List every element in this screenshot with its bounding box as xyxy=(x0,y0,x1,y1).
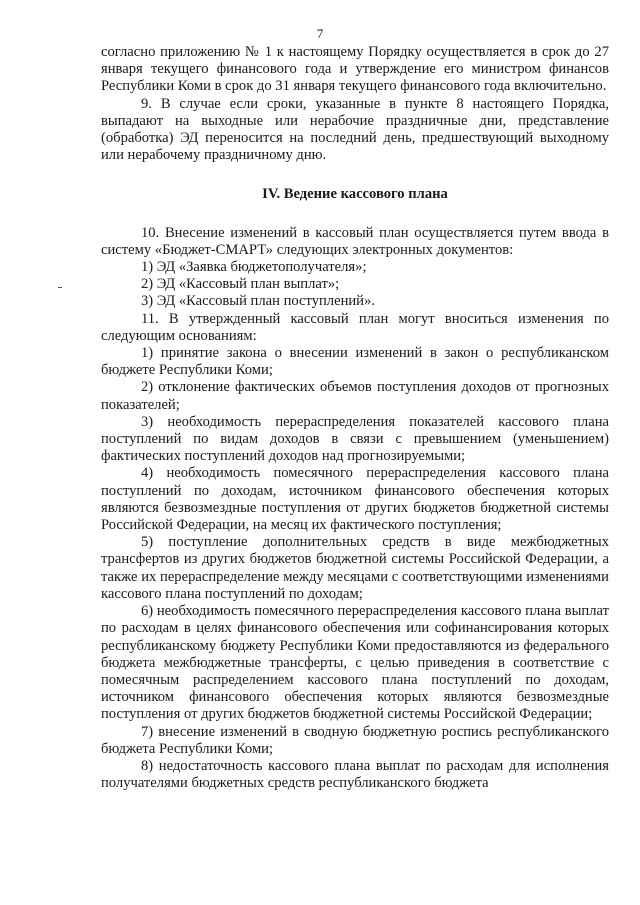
list-item-11-3: 3) необходимость перераспределения показателей кассового плана поступлений по видам доходов в связи с превышением (уменьшением) фактических поступлений доходов над прогнозируемыми; xyxy=(101,413,609,465)
list-item-11-2: 2) отклонение фактических объемов поступления доходов от прогнозных показателей; xyxy=(101,379,609,413)
paragraph-item-9: 9. В случае если сроки, указанные в пункте 8 настоящего Порядка, выпадают на выходные или нерабочие праздничные дни, представление (обработка) ЭД переносится на последний день, предшествующий выходному или нерабочему праздничному дню. xyxy=(101,95,609,164)
list-item-11-6: 6) необходимость помесячного перераспределения кассового плана выплат по расходам в целях финансового обеспечения или софинансирования которых республиканскому бюджету Республики Коми предоставляются из федерального бюджета межбюджетные трансферты, с целью приведения в соответствие с помесячным распределением кассового плана поступлений по доходам, источником финансового обеспечения которых являются безвозмездные поступления от других бюджетов бюджетной системы Российской Федерации; xyxy=(101,603,609,723)
document-body xyxy=(101,44,609,792)
list-item-10-2: 2) ЭД «Кассовый план выплат»; xyxy=(141,276,340,293)
list-item-11-5: 5) поступление дополнительных средств в виде межбюджетных трансфертов из других бюджетов бюджетной системы Российской Федерации, а также их перераспределение между месяцами с соответствующими изменениями кассового плана поступлений по доходам; xyxy=(101,534,609,602)
list-item-11-4: 4) необходимость помесячного перераспределения кассового плана поступлений по доходам, источником финансового обеспечения которых являются безвозмездные поступления от других бюджетов бюджетной системы Российской Федерации, на месяц их фактического поступления; xyxy=(101,465,609,534)
list-item-10-3: 3) ЭД «Кассовый план поступлений». xyxy=(141,293,375,310)
list-item-11-7: 7) внесение изменений в сводную бюджетную роспись республиканского бюджета Республики Коми; xyxy=(101,723,609,757)
margin-mark xyxy=(58,287,62,288)
paragraph-item-11: 11. В утвержденный кассовый план могут вноситься изменения по следующим основаниям: xyxy=(101,310,609,344)
section-heading: IV. Ведение кассового плана xyxy=(262,186,448,203)
list-item-11-8: 8) недостаточность кассового плана выплат по расходам для исполнения получателями бюджетных средств республиканского бюджета xyxy=(101,757,609,792)
list-item-11-1: 1) принятие закона о внесении изменений в закон о республиканском бюджете Республики Коми; xyxy=(101,345,609,379)
paragraph-item-10: 10. Внесение изменений в кассовый план осуществляется путем ввода в систему «Бюджет-СМАРТ» следующих электронных документов: xyxy=(101,224,609,258)
page-number: 7 xyxy=(316,26,324,41)
list-item-10-1: 1) ЭД «Заявка бюджетополучателя»; xyxy=(141,259,367,276)
paragraph-continuation: согласно приложению № 1 к настоящему Порядку осуществляется в срок до 27 января текущего финансового года и утверждение его министром финансов Республики Коми в срок до 31 января текущего финансового года включительно. xyxy=(101,44,609,95)
